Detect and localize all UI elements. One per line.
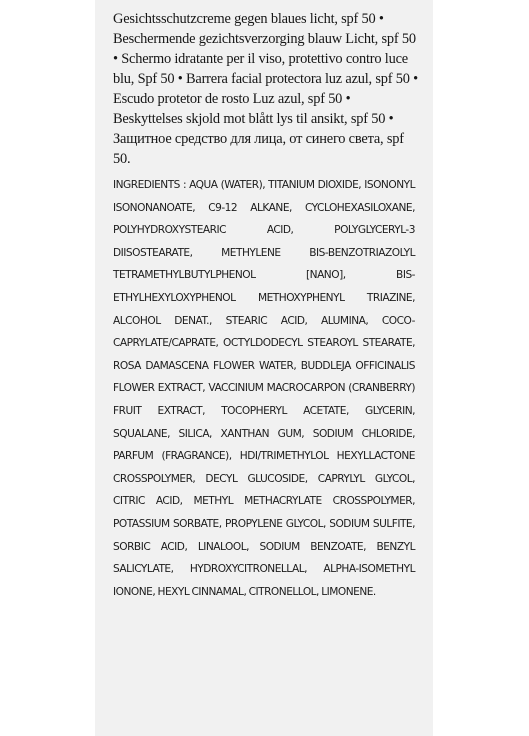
multilingual-product-description: Gesichtsschutzcreme gegen blaues licht, spf 50 • Beschermende gezichtsverzorging blauw Licht, spf 50 • Schermo idratante per il viso, protettivo contro luce blu, Spf 50 • Barrera facial protectora luz azul, spf 50 • Escudo protetor de rosto Luz azul, spf 50 • Beskyttelses skjold mot blått lys til ansikt, spf 50 • Защитное средство для лица, от синего света, spf 50. xyxy=(113,11,418,167)
ingredients-list: INGREDIENTS : AQUA (WATER), TITANIUM DIOXIDE, ISONONYL ISONONANOATE, C9-12 ALKANE, CYCLOHEXASILOXANE, POLYHYDROXYSTEARIC ACID, POLYGLYCERYL-3 DIISOSTEARATE, METHYLENE BIS-BENZOTRIAZOLYL TETRAMETHYLBUTYLPHENOL [NANO], BIS-ETHYLHEXYLOXYPHENOL METHOXYPHENYL TRIAZINE, ALCOHOL DENAT., STEARIC ACID, ALUMINA, COCO-CAPRYLATE/CAPRATE, OCTYLDODECYL STEAROYL STEARATE, ROSA DAMASCENA FLOWER WATER, BUDDLEJA OFFICINALIS FLOWER EXTRACT, VACCINIUM MACROCARPON (CRANBERRY) FRUIT EXTRACT, TOCOPHERYL ACETATE, GLYCERIN, SQUALANE, SILICA, XANTHAN GUM, SODIUM CHLORIDE, PARFUM (FRAGRANCE), HDI/TRIMETHYLOL HEXYLLACTONE CROSSPOLYMER, DECYL GLUCOSIDE, CAPRYLYL GLYCOL, CITRIC ACID, METHYL METHACRYLATE CROSSPOLYMER, POTASSIUM SORBATE, PROPYLENE GLYCOL, SODIUM SULFITE, SORBIC ACID, LINALOOL, SODIUM BENZOATE, BENZYL SALICYLATE, HYDROXYCITRONELLAL, ALPHA-ISOMETHYL IONONE, HEXYL CINNAMAL, CITRONELLOL, LIMONENE. xyxy=(113,179,415,598)
